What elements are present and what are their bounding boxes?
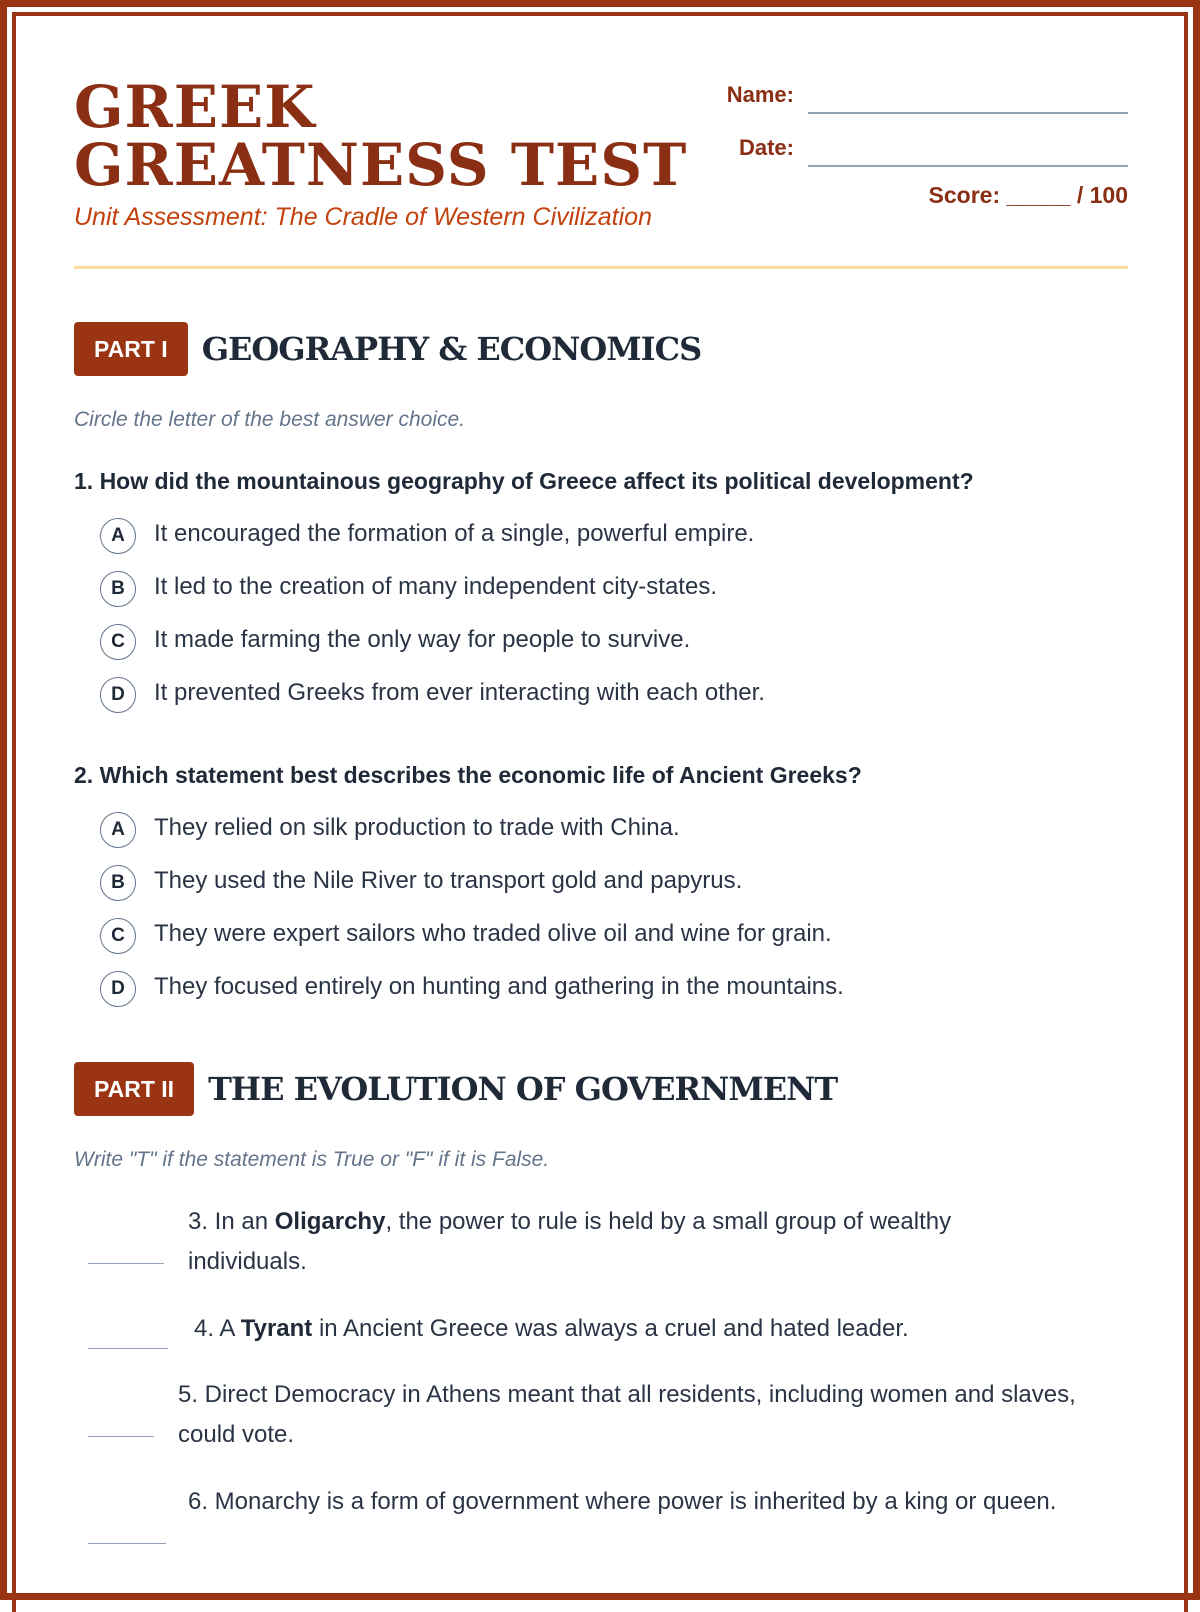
question-1: 1. How did the mountainous geography of Greece affect its political development? xyxy=(74,468,974,494)
tf-statement: 5. Direct Democracy in Athens meant that all residents, including women and slaves, could vote. xyxy=(178,1381,1076,1448)
option-text: It made farming the only way for people to survive. xyxy=(154,626,691,653)
option-letter[interactable]: A xyxy=(100,812,136,848)
term-tyrant: Tyrant xyxy=(240,1315,313,1342)
option-letter[interactable]: C xyxy=(100,624,136,660)
test-title: GREEK GREATNESS TEST xyxy=(74,73,688,199)
option-letter[interactable]: B xyxy=(100,571,136,607)
part2-badge: PART II xyxy=(74,1062,194,1116)
option-text: They were expert sailors who traded olive oil and wine for grain. xyxy=(154,920,832,947)
term-oligarchy: Oligarchy xyxy=(274,1208,386,1235)
name-field xyxy=(708,78,1128,114)
name-label: Name: xyxy=(726,82,794,107)
tf-statement: 6. Monarchy is a form of government where power is inherited by a king or queen. xyxy=(188,1488,1057,1515)
date-label: Date: xyxy=(738,135,794,160)
part1-title: GEOGRAPHY & ECONOMICS xyxy=(201,330,702,368)
test-header xyxy=(74,73,1128,268)
header-divider xyxy=(74,266,1128,269)
test-subtitle: Unit Assessment: The Cradle of Western Civilization xyxy=(74,203,652,231)
option-text: It led to the creation of many independent city-states. xyxy=(154,573,717,600)
part1-instructions: Circle the letter of the best answer choice. xyxy=(74,408,466,431)
score-line: Score: _____ / 100 xyxy=(928,182,1128,208)
tf-statement: 4. A Tyrant in Ancient Greece was always a cruel and hated leader. xyxy=(194,1315,909,1342)
option-letter[interactable]: D xyxy=(100,971,136,1007)
tf-statement: 3. In an Oligarchy, the power to rule is held by a small group of wealthy individuals. xyxy=(188,1208,952,1275)
part2-instructions: Write "T" if the statement is True or "F" if it is False. xyxy=(74,1148,550,1171)
option-letter[interactable]: C xyxy=(100,918,136,954)
date-field xyxy=(708,131,1128,167)
option-text: They relied on silk production to trade with China. xyxy=(154,814,680,841)
part1-heading xyxy=(74,322,701,378)
answer-blank[interactable] xyxy=(88,1262,164,1264)
option-text: They used the Nile River to transport gold and papyrus. xyxy=(154,867,743,894)
option-letter[interactable]: B xyxy=(100,865,136,901)
answer-blank[interactable] xyxy=(88,1542,166,1544)
part1-badge: PART I xyxy=(74,322,188,376)
option-letter[interactable]: D xyxy=(100,677,136,713)
answer-blank[interactable] xyxy=(88,1435,154,1437)
option-text: They focused entirely on hunting and gathering in the mountains. xyxy=(154,973,844,1000)
part2-heading xyxy=(74,1062,837,1118)
part2-title: THE EVOLUTION OF GOVERNMENT xyxy=(208,1070,838,1108)
date-line[interactable] xyxy=(808,164,1128,167)
answer-blank[interactable] xyxy=(88,1347,168,1349)
question-2: 2. Which statement best describes the economic life of Ancient Greeks? xyxy=(74,762,862,788)
option-text: It encouraged the formation of a single, powerful empire. xyxy=(154,520,755,547)
option-text: It prevented Greeks from ever interacting with each other. xyxy=(154,679,765,706)
name-line[interactable] xyxy=(808,111,1128,114)
option-letter[interactable]: A xyxy=(100,518,136,554)
